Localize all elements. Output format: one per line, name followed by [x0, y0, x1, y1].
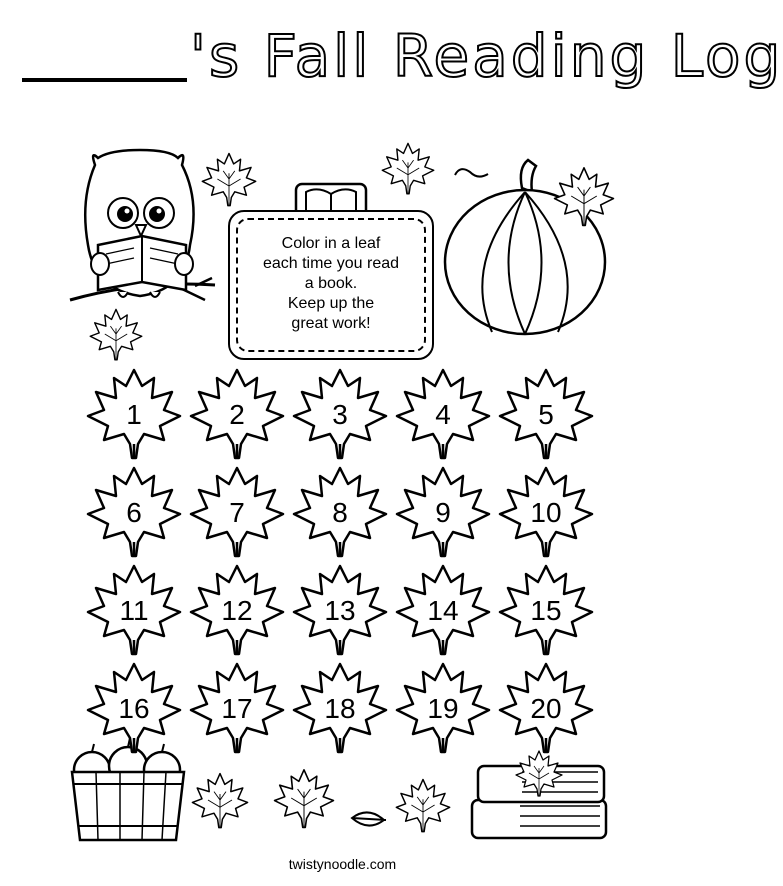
maple-leaf-icon: [396, 779, 449, 831]
leaf-number: 16: [118, 693, 150, 724]
maple-leaf-icon: [275, 770, 334, 828]
leaf-number: 2: [229, 399, 245, 430]
leaf-number: 19: [427, 693, 459, 724]
instructions-line: each time you read: [262, 255, 400, 272]
instructions-text: [230, 234, 432, 334]
maple-leaf-icon: [382, 143, 434, 193]
leaf-number: 18: [324, 693, 356, 724]
maple-leaf-icon: [202, 153, 255, 205]
leaf-3[interactable]: [292, 366, 388, 462]
maple-leaf-icon: [352, 812, 386, 825]
leaf-4[interactable]: [395, 366, 491, 462]
leaf-number: 14: [427, 595, 459, 626]
leaf-12[interactable]: [189, 562, 285, 658]
instructions-box: [228, 210, 434, 360]
leaf-1[interactable]: [86, 366, 182, 462]
leaf-number: 11: [119, 595, 149, 626]
leaf-17[interactable]: [189, 660, 285, 756]
instructions-line: Keep up the: [287, 295, 375, 312]
leaf-number: 17: [221, 693, 253, 724]
leaf-19[interactable]: [395, 660, 491, 756]
leaf-number: 7: [229, 497, 245, 528]
leaf-6[interactable]: [86, 464, 182, 560]
leaf-number: 15: [530, 595, 562, 626]
leaf-11[interactable]: [86, 562, 182, 658]
leaf-16[interactable]: [86, 660, 182, 756]
leaf-10[interactable]: [498, 464, 594, 560]
maple-leaf-icon: [90, 309, 142, 359]
leaf-13[interactable]: [292, 562, 388, 658]
leaf-20[interactable]: [498, 660, 594, 756]
page-title: 's Fall Reading Log: [190, 22, 783, 90]
instructions-line: Color in a leaf: [281, 235, 381, 252]
leaf-7[interactable]: [189, 464, 285, 560]
leaf-number: 4: [435, 399, 451, 430]
leaf-number: 5: [538, 399, 554, 430]
leaf-number: 10: [530, 497, 562, 528]
leaf-14[interactable]: [395, 562, 491, 658]
instructions-line: great work!: [291, 315, 371, 332]
leaf-number: 1: [126, 399, 142, 430]
leaf-number: 6: [126, 497, 142, 528]
leaf-number: 20: [530, 693, 562, 724]
leaf-number: 9: [435, 497, 451, 528]
leaf-2[interactable]: [189, 366, 285, 462]
footer-credit: twistynoodle.com: [288, 856, 397, 872]
leaf-number: 8: [332, 497, 348, 528]
owl-reading-icon: [70, 150, 215, 300]
maple-leaf-icon: [192, 774, 247, 828]
leaf-number: 12: [221, 595, 253, 626]
leaf-number: 13: [324, 595, 356, 626]
leaf-5[interactable]: [498, 366, 594, 462]
leaf-9[interactable]: [395, 464, 491, 560]
leaf-number: 3: [332, 399, 348, 430]
leaf-18[interactable]: [292, 660, 388, 756]
instructions-line: a book.: [304, 275, 358, 292]
leaf-8[interactable]: [292, 464, 388, 560]
leaf-15[interactable]: [498, 562, 594, 658]
